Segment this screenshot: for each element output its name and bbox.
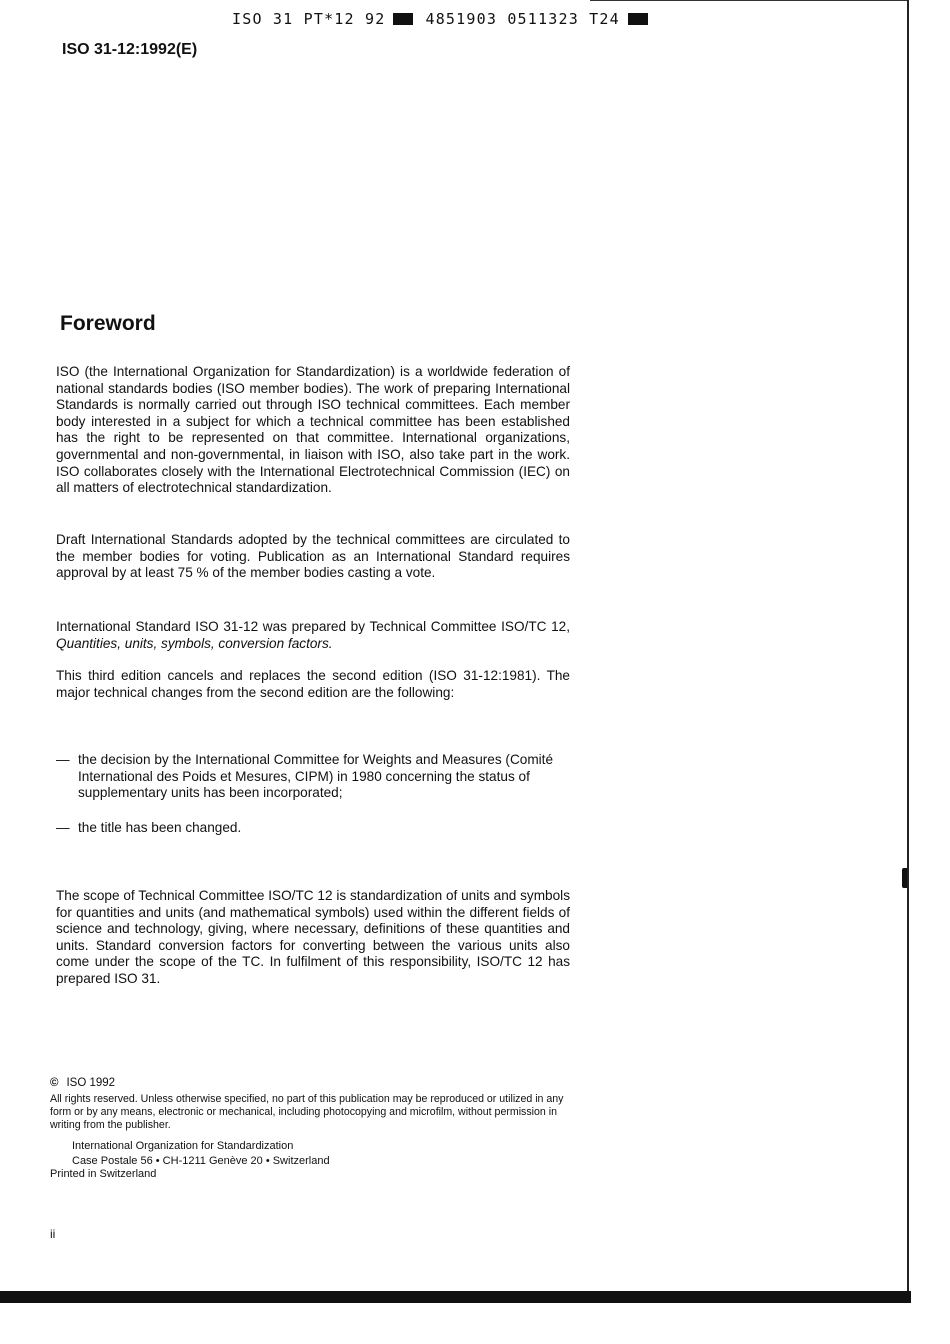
publisher-address <box>72 1139 330 1169</box>
p3-committee-title: Quantities, units, symbols, conversion factors. <box>56 635 333 651</box>
scan-margin-mark <box>902 868 907 888</box>
document-id: ISO 31-12:1992(E) <box>62 41 198 58</box>
copyright-line <box>50 1077 115 1089</box>
page-number: ii <box>50 1227 56 1241</box>
foreword-title: Foreword <box>60 312 156 335</box>
barcode-block-1 <box>393 13 413 25</box>
foreword-paragraph-3 <box>56 619 570 652</box>
scan-bottom-bar <box>0 1291 911 1303</box>
org-address: Case Postale 56 • CH-1211 Genève 20 • Switzerland <box>72 1155 330 1167</box>
scan-barcode-header <box>232 10 648 28</box>
change-list-item <box>56 820 570 837</box>
change-item-text: the decision by the International Committee for Weights and Measures (Comité International des Poids et Mesures, CIPM) in 1980 concerning the status of supplementary units has been incorporated; <box>78 752 554 801</box>
copyright-text: ISO 1992 <box>66 1077 116 1089</box>
dash-bullet: — <box>56 820 70 835</box>
rights-notice: All rights reserved. Unless otherwise specified, no part of this publication may be reproduced or utilized in any form or by any means, electronic or mechanical, including photocopying and microfilm, without permission in writing from the publisher. <box>50 1093 564 1131</box>
foreword-paragraph-2: Draft International Standards adopted by the technical committees are circulated to the member bodies for voting. Publication as an International Standard requires approval by at least 75 % of the member bodies casting a vote. <box>56 532 570 581</box>
foreword-paragraph-5: The scope of Technical Committee ISO/TC 12 is standardization of units and symbols for quantities and units (and mathematical symbols) used within the different fields of science and technology, giving, where necessary, definitions of these quantities and units. Standard conversion factors for converting between the various units also come under the scope of the TC. In fulfilment of this responsibility, ISO/TC 12 has prepared ISO 31. <box>56 888 570 986</box>
foreword-paragraph-4: This third edition cancels and replaces the second edition (ISO 31-12:1981). The major technical changes from the second edition are the following: <box>56 668 570 700</box>
org-name: International Organization for Standardization <box>72 1140 294 1152</box>
change-item-text: the title has been changed. <box>78 820 242 835</box>
copyright-icon: © <box>50 1077 59 1089</box>
top-edge-rule <box>590 0 908 1</box>
foreword-paragraph-1: ISO (the International Organization for Standardization) is a worldwide federation of national standards bodies (ISO member bodies). The work of preparing International Standards is normally carried out through ISO technical committees. Each member body interested in a subject for which a technical committee has been established has the right to be represented on that committee. International organizations, governmental and non-governmental, in liaison with ISO, also take part in the work. ISO collaborates closely with the International Electrotechnical Commission (IEC) on all matters of electrotechnical standardization. <box>56 364 570 496</box>
right-edge-rule <box>907 0 909 1300</box>
barcode-text-left: ISO 31 PT*12 92 <box>232 10 386 28</box>
barcode-text-right: 4851903 0511323 T24 <box>425 10 620 28</box>
p3-text: International Standard ISO 31-12 was prepared by Technical Committee ISO/TC 12, <box>56 619 570 634</box>
dash-bullet: — <box>56 752 70 767</box>
printed-in: Printed in Switzerland <box>50 1168 157 1180</box>
barcode-block-2 <box>628 13 648 25</box>
change-list-item <box>56 752 570 802</box>
